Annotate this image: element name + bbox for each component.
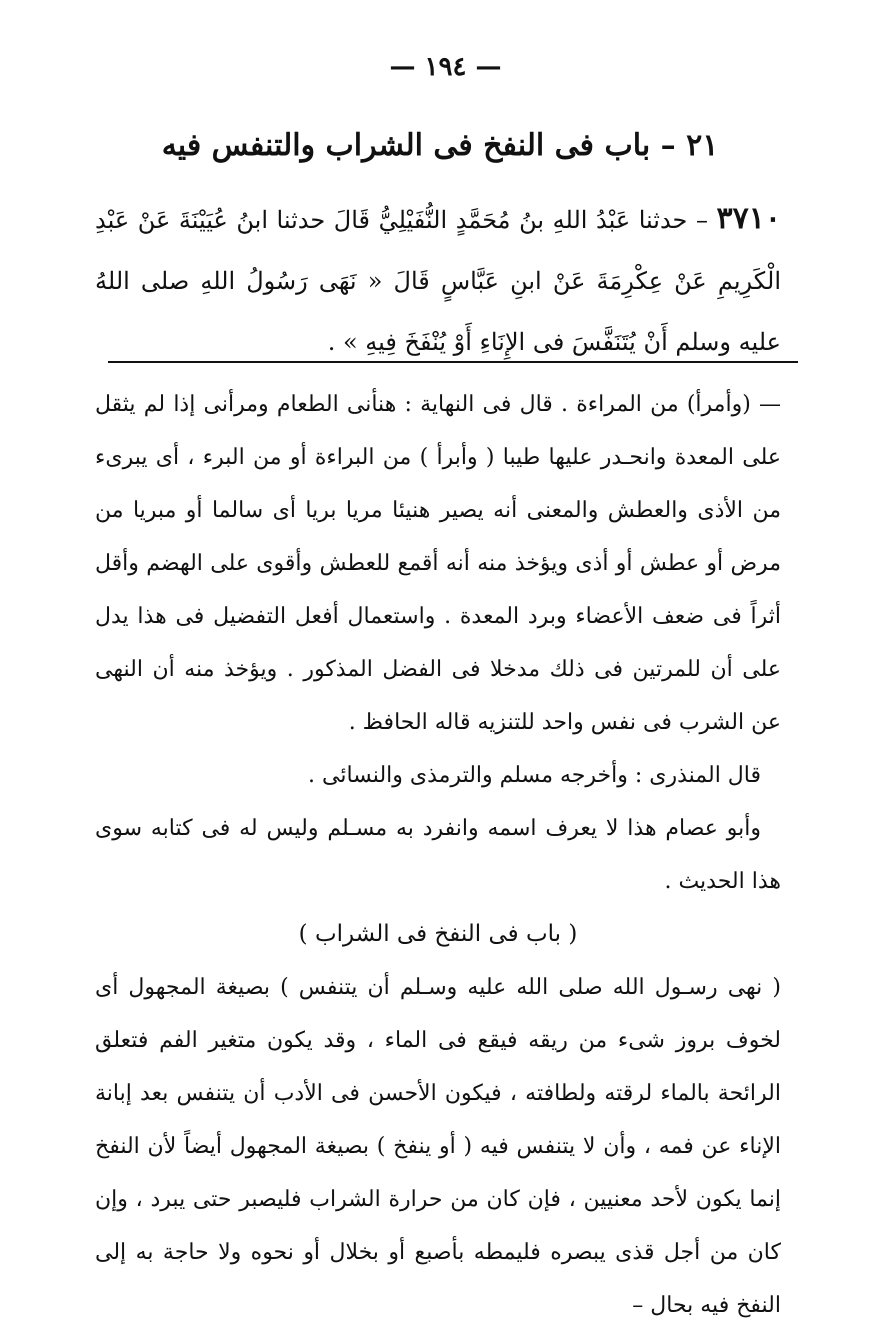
- commentary-paragraph-1: — (وأمرأ) من المراءة . قال فى النهاية : هنأنى الطعام ومرأنى إذا لم يثقل على المعدة وانحـدر عليها طيبا ( وأبرأ ) من البراءة أو من البرء ، أى يبرىء من الأذى والعطش والمعنى أنه يصير هنيئا مريا بريا أى سالما أو مبريا من مرض أو عطش أو أذى ويؤخذ منه أنه أقمع للعطش وأقوى على الهضم وأقل أثراً فى ضعف الأعضاء وبرد المعدة . واستعمال أفعل التفضيل فى هذا يدل على أن للمرتين فى ذلك مدخلا فى الفضل المذكور . ويؤخذ منه أن النهى عن الشرب فى نفس واحد للتنزيه قاله الحافظ .: [95, 392, 781, 735]
- hadith-number: ٣٧١٠: [716, 201, 781, 236]
- hadith-text-block: [95, 188, 781, 373]
- footnote-divider: [108, 361, 798, 363]
- commentary-closing-paragraph: ( نهى رسـول الله صلى الله عليه وسـلم أن يتنفس ) بصيغة المجهول أى لخوف بروز شىء من ريقه فيقع فى الماء ، وقد يكون متغير الفم فتعلق الرائحة بالماء لرقته ولطافته ، فيكون الأحسن فى الأدب أن يتنفس بعد إبانة الإناء عن فمه ، وأن لا يتنفس فيه ( أو ينفخ ) بصيغة المجهول أيضاً لأن النفخ إنما يكون لأحد معنيين ، فإن كان من حرارة الشراب فليصبر حتى يبرد ، وإن كان من أجل قذى يبصره فليمطه بأصبع أو بخلال أو نحوه ولا حاجة به إلى النفخ فيه بحال –: [95, 975, 781, 1318]
- chapter-title: ٢١ – باب فى النفخ فى الشراب والتنفس فيه: [161, 128, 719, 163]
- commentary-paragraph-2: قال المنذرى : وأخرجه مسلم والترمذى والنسائى .: [308, 763, 761, 788]
- page-number: — ١٩٤ —: [389, 52, 502, 82]
- commentary-sub-heading: ( باب فى النفخ فى الشراب ): [298, 921, 578, 947]
- hadith-text: – حدثنا عَبْدُ اللهِ بنُ مُحَمَّدٍ النُّفَيْلِيُّ قَالَ حدثنا ابنُ عُيَيْنَةَ عَنْ عَبْدِ الْكَرِيمِ عَنْ عِكْرِمَةَ عَنْ ابنِ عَبَّاسٍ قَالَ « نَهَى رَسُولُ اللهِ صلى اللهُ عليه وسلم أَنْ يُتَنَفَّسَ فى الإِنَاءِ أَوْ يُنْفَخَ فِيهِ » .: [95, 206, 781, 356]
- commentary-block: [95, 378, 781, 1332]
- commentary-paragraph-3: وأبو عصام هذا لا يعرف اسمه وانفرد به مسـلم وليس له فى كتابه سوى هذا الحديث .: [95, 816, 781, 894]
